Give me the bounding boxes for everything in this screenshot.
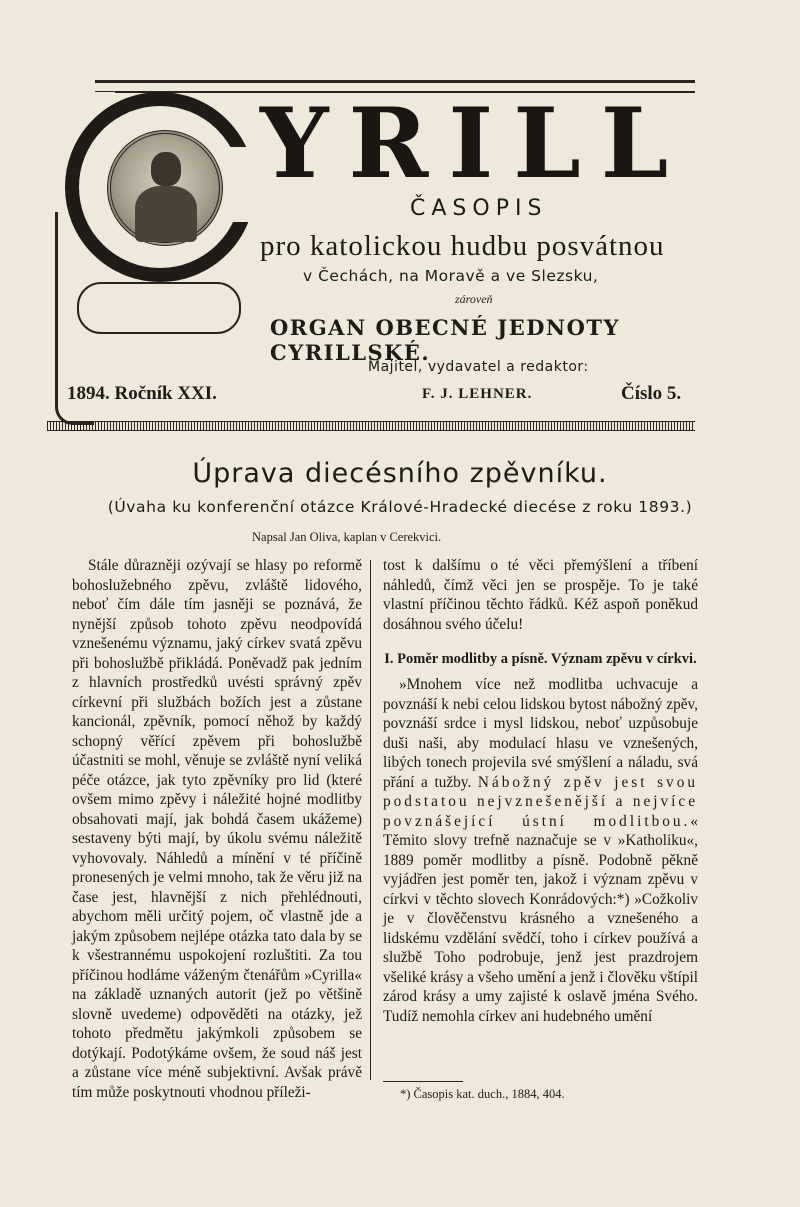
right-column-paragraph	[383, 675, 698, 1026]
footnote: *) Časopis kat. duch., 1884, 404.	[400, 1087, 565, 1101]
footnote-rule	[383, 1081, 463, 1082]
journal-organ: ORGAN OBECNÉ JEDNOTY CYRILLSKÉ.	[270, 315, 621, 365]
paragraph-text-continued: « Těmito slovy trefně naznačuje se v »Katholiku«, 1889 poměr modlitby a písně. Podobně pěkně vyjádřen jest poměr ten, jakož i význam zpěvu v církvi v těchto slovech Konrádových:*) »Cožkoliv je v člověčenstvu krásného a vznešeného a lidskému vzdělání svědčí, toho i církev používá a službě Toho podrobuje, jenž jest prazdrojem všeliké krásy a všeho umění a jenž i člověku vštípil zárod krásy a umy zajisté k oslavě jména Svého. Tudíž nemohla církev ani hudebného umění	[383, 812, 698, 1025]
decorative-rule	[47, 421, 695, 431]
left-column-paragraph: Stále důrazněji ozývají se hlasy po reformě bohoslužebného zpěvu, zvláště lidového, neboť čím dále tím jasněji se poznává, že nynější způsob tohoto zpěvu neodpovídá vznešenému významu, jaký církev svatá zpěvu při bohoslužbě přikládá. Poněvadž pak jedním z hlavních prostředků uvésti správný zpěv církevní při službách božích jest a zůstane kancionál, zpěvník, pomocí něhož by každý schopný věřící zpěvem při bohoslužbě účastniti se mohl, věnuje se zvláště nyní veliká péče otázce, jak tyto zpěvníky pro lid (které ovšem mimo zpěvy i náležité hojné modlitby obsahovati mají, jak bohdá časem ukážeme) sestaveny býti mají, by úkolu svému náležitě vyhovovaly. Náhledů a mínění v té příčině pronesených je velmi mnoho, tak že věru již na čase jest, hlavnější z nich přehlédnouti, abychom měli určitý pojem, oč vlastně jde a jakým způsobem nejlépe otázka tato dala by se k všestrannému uspokojení rozluštiti. Za tou příčinou hodláme váženým čtenářům »Cyrilla« na základě uznaných autorit (jež po většině slovně uvedeme) odpověděti na otázky, jež tohoto předmětu jakýmkoli způsobem se dotýkají. Podotýkáme ovšem, že soud náš jest a zůstane více méně subjektivní. Avšak právě tím může poskytnouti vhodnou příleži-	[72, 557, 362, 1101]
masthead	[55, 72, 710, 412]
journal-title: YRILL	[260, 87, 689, 200]
section-heading: I. Poměr modlitby a písně. Význam zpěvu v církvi.	[384, 651, 697, 667]
editor-name: F. J. LEHNER.	[422, 386, 533, 402]
left-column	[72, 556, 362, 1102]
journal-conjunction: zároveň	[455, 292, 493, 306]
saint-portrait-icon	[107, 130, 223, 246]
journal-region: v Čechách, na Moravě a ve Slezsku,	[303, 267, 599, 285]
column-divider	[370, 560, 371, 1080]
paragraph-text: »Mnohem více než modlitba uchvacuje a povznáší k nebi celou lidskou bytost nábožný zpěv, povznáší srdce i mysl lidskou, neboť uzpůsobuje duši naši, aby modulací hlasu ve vznešených, libých tonech projevila své smýšlení a náladu, svá přání a tužby.	[383, 676, 698, 791]
year-volume: 1894. Ročník XXI.	[67, 383, 217, 404]
right-column	[383, 556, 698, 1026]
right-column-intro: tost k dalšímu o té věci přemýšlení a tříbení náhledů, čímž věci jen se prospěje. To je také vlastní příčinou těchto řádků. Kéž aspoň poněkud dosáhnou svého účelu!	[383, 557, 698, 633]
article-byline: Napsal Jan Oliva, kaplan v Cerekvici.	[252, 530, 442, 544]
journal-description: pro katolickou hudbu posvátnou	[260, 230, 665, 262]
portrait-head	[151, 152, 181, 186]
paragraph-spaced-text: Nábožný zpěv jest svou podstatou nejvznešenější a nejvíce povznášející ústní modlitbou.	[383, 773, 698, 830]
owner-label: Majitel, vydavatel a redaktor:	[368, 359, 589, 375]
issue-number: Číslo 5.	[621, 383, 682, 404]
article-subtitle: (Úvaha ku konferenční otázce Králové-Hradecké diecése z roku 1893.)	[107, 498, 693, 516]
ornamental-scroll-loop	[77, 282, 241, 334]
journal-subtitle: ČASOPIS	[410, 196, 548, 221]
article-title: Úprava diecésního zpěvníku.	[192, 458, 608, 489]
portrait-body	[135, 186, 197, 242]
